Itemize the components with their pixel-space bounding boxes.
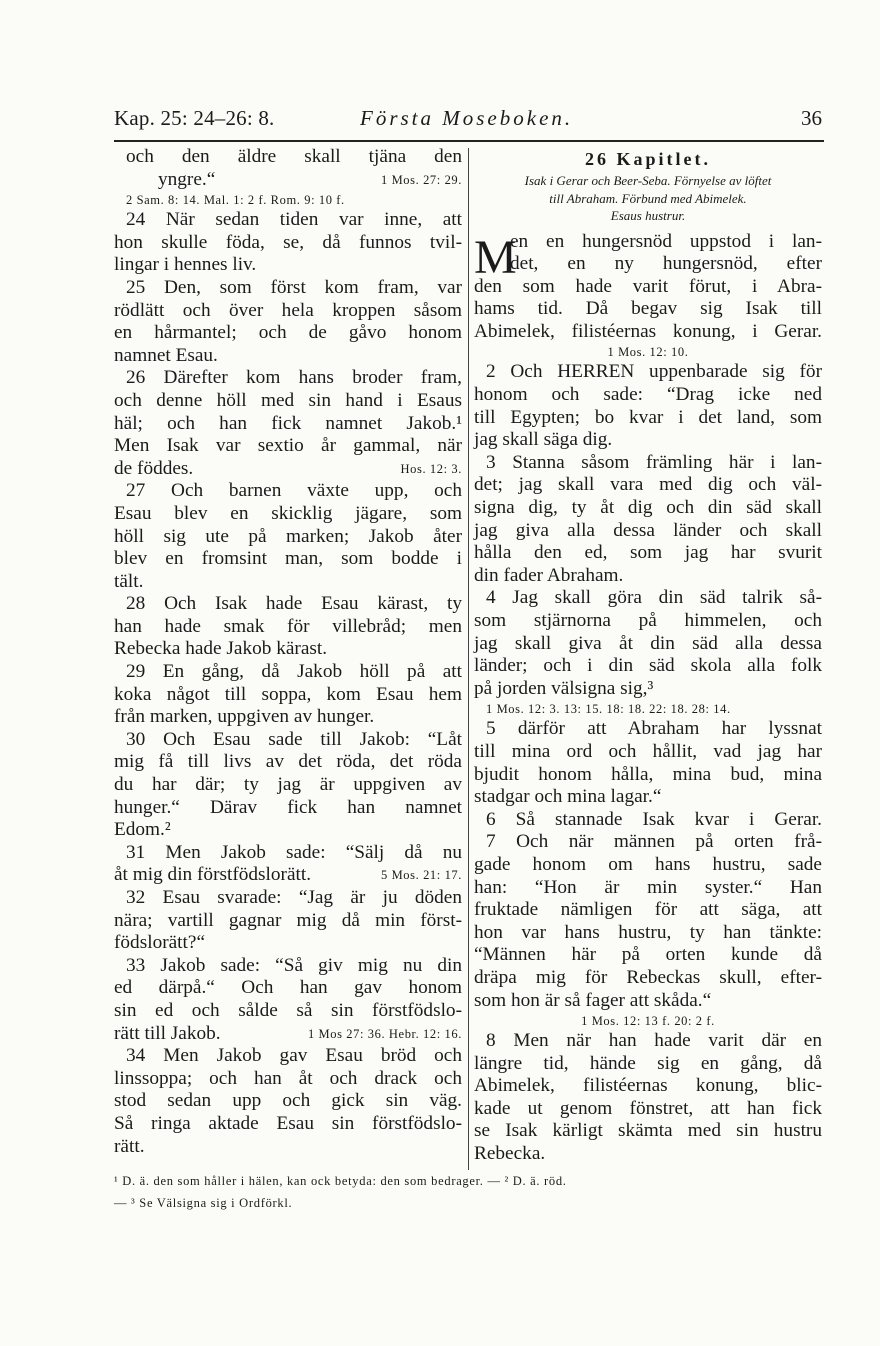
line-text: hunger.“ Därav fick han namnet xyxy=(114,796,462,818)
text-line xyxy=(474,610,822,633)
text-line xyxy=(474,899,822,922)
line-text: 27 Och barnen växte upp, och xyxy=(126,480,462,502)
line-text: rätt till Jakob. xyxy=(114,1022,221,1044)
line-text: 4 Jag skall göra din säd talrik så- xyxy=(486,587,822,609)
summary-line: Isak i Gerar och Beer-Seba. Förnyelse av löftet xyxy=(524,173,772,188)
text-line xyxy=(474,520,822,543)
line-text: “Männen här på orten kunde då xyxy=(474,944,822,966)
text-line xyxy=(114,277,462,300)
left-column xyxy=(114,146,462,1158)
text-line xyxy=(114,191,462,209)
cross-reference: 5 Mos. 21: 17. xyxy=(381,868,462,883)
text-line xyxy=(114,458,462,481)
text-line xyxy=(474,407,822,430)
text-line xyxy=(474,741,822,764)
text-line xyxy=(114,593,462,616)
cross-reference: Hos. 12: 3. xyxy=(400,461,462,476)
line-text: till mina ord och hållit, vad jag har xyxy=(474,740,822,762)
line-text: gade honom om hans hustru, sade xyxy=(474,853,822,875)
line-text: Esau blev en skicklig jägare, som xyxy=(114,502,462,524)
line-text: du har där; ty jag är uppgiven av xyxy=(114,774,462,796)
text-line xyxy=(114,209,462,232)
line-text: bjudit honom hålla, mina bud, mina xyxy=(474,763,822,785)
line-text: länder; och i din säd skola alla folk xyxy=(474,655,822,677)
text-line xyxy=(114,706,462,729)
line-text: lingar i hennes liv. xyxy=(114,254,257,276)
text-line xyxy=(114,367,462,390)
line-text: hon skulle föda, se, då funnos tvil- xyxy=(114,231,462,253)
text-line xyxy=(114,661,462,684)
text-line xyxy=(474,276,822,299)
text-line xyxy=(474,587,822,610)
text-line xyxy=(114,413,462,436)
line-text: 30 Och Esau sade till Jakob: “Låt xyxy=(126,728,462,750)
page-number: 36 xyxy=(801,106,822,130)
line-text: 29 En gång, då Jakob höll på att xyxy=(126,661,462,683)
line-text: Abimelek, filistéernas konung, i Gerar. xyxy=(474,320,822,342)
text-line xyxy=(114,503,462,526)
text-line xyxy=(474,922,822,945)
text-line xyxy=(474,1053,822,1076)
line-text: fruktade nämligen för att säga, att xyxy=(474,899,822,921)
line-text: ed därpå.“ Och han gav honom xyxy=(114,977,462,999)
line-text: 34 Men Jakob gav Esau bröd och xyxy=(126,1045,462,1067)
text-line xyxy=(474,854,822,877)
text-line xyxy=(114,1068,462,1091)
text-line xyxy=(114,480,462,503)
text-line xyxy=(474,429,822,452)
footnote: ¹ D. ä. den som håller i hälen, kan ock betyda: den som bedrager. — ² D. ä. röd. xyxy=(114,1174,567,1188)
text-line xyxy=(474,542,822,565)
right-column-body xyxy=(474,231,822,1166)
text-line xyxy=(474,1075,822,1098)
line-text: en hårmantel; och de gåvo honom xyxy=(114,322,462,344)
line-text: koka något till soppa, kom Esau hem xyxy=(114,683,462,705)
line-text: yngre.“ xyxy=(158,168,216,190)
line-text: höll sig ute på marken; Jakob åter xyxy=(114,525,462,547)
text-line xyxy=(474,809,822,832)
text-line xyxy=(114,774,462,797)
text-line xyxy=(114,842,462,865)
line-text: nära; vartill gagnar mig då min först- xyxy=(114,909,462,931)
line-text: 2 Och HERREN uppenbarade sig för xyxy=(486,361,822,383)
text-line xyxy=(114,1136,462,1159)
line-text: och denne höll med sin hand i Esaus xyxy=(114,389,462,411)
running-header xyxy=(114,104,824,138)
text-line xyxy=(474,678,822,701)
text-line xyxy=(474,298,822,321)
line-text: han hade smak för villebråd; men xyxy=(114,615,462,637)
line-text: hålla den ed, som jag har svurit xyxy=(474,542,822,564)
line-text: 1 Mos. 12: 13 f. 20: 2 f. xyxy=(581,1014,715,1029)
line-text: längre tid, hände sig en gång, då xyxy=(474,1052,822,1074)
line-text: rödlätt och över hela kroppen såsom xyxy=(114,299,462,321)
chapter-summary xyxy=(474,172,822,225)
line-text: sin ed och sålde så sin förstfödslo- xyxy=(114,999,462,1021)
text-line xyxy=(114,638,462,661)
book-title: Första Moseboken. xyxy=(360,106,574,130)
text-line xyxy=(474,231,822,254)
text-line xyxy=(474,764,822,787)
text-line xyxy=(114,1023,462,1046)
line-text: 33 Jakob sade: “Så giv mig nu din xyxy=(126,954,462,976)
line-text: på jorden välsigna sig,³ xyxy=(474,677,654,699)
line-text: 8 Men när han hade varit där en xyxy=(486,1030,822,1052)
text-line xyxy=(474,990,822,1013)
text-line xyxy=(474,1143,822,1166)
text-line xyxy=(114,1090,462,1113)
line-text: jag skall giva åt din säd alla dessa xyxy=(474,632,822,654)
text-line xyxy=(114,300,462,323)
line-text: jag giva alla dessa länder och skall xyxy=(474,519,822,541)
line-text: från marken, uppgiven av hunger. xyxy=(114,706,375,728)
line-text: 2 Sam. 8: 14. Mal. 1: 2 f. Rom. 9: 10 f. xyxy=(126,193,345,208)
line-text: till Egypten; bo kvar i det land, som xyxy=(474,406,822,428)
text-line xyxy=(474,1120,822,1143)
text-line xyxy=(114,797,462,820)
line-text: 24 När sedan tiden var inne, att xyxy=(126,209,462,231)
text-line xyxy=(474,343,822,361)
line-text: stadgar och mina lagar.“ xyxy=(474,786,662,808)
line-text: 28 Och Isak hade Esau kärast, ty xyxy=(126,593,462,615)
line-text: han: “Hon är min syster.“ Han xyxy=(474,876,822,898)
text-line xyxy=(114,345,462,368)
line-text: häl; och han fick namnet Jakob.¹ xyxy=(114,412,462,434)
line-text: 25 Den, som först kom fram, var xyxy=(126,276,462,298)
text-line xyxy=(474,718,822,741)
header-rule xyxy=(114,140,824,142)
line-text: rätt. xyxy=(114,1135,145,1157)
text-line xyxy=(474,633,822,656)
text-line xyxy=(114,232,462,255)
line-text: mig få till livs av det röda, det röda xyxy=(114,751,462,773)
line-text: åt mig din förstfödslorätt. xyxy=(114,864,312,886)
text-line xyxy=(474,786,822,809)
line-text: 32 Esau svarade: “Jag är ju döden xyxy=(126,887,462,908)
text-line xyxy=(474,700,822,718)
text-line xyxy=(114,435,462,458)
cross-reference: 1 Mos. 27: 29. xyxy=(381,172,462,187)
text-line xyxy=(114,751,462,774)
line-text: 26 Därefter kom hans broder fram, xyxy=(126,367,462,389)
text-line xyxy=(474,497,822,520)
line-text: tält. xyxy=(114,570,144,592)
text-line xyxy=(114,1000,462,1023)
text-line xyxy=(114,977,462,1000)
text-line xyxy=(474,1030,822,1053)
text-line xyxy=(474,967,822,990)
line-text: 1 Mos. 12: 3. 13: 15. 18: 18. 22: 18. 28: 14. xyxy=(486,702,731,717)
text-line xyxy=(474,361,822,384)
line-text: Abimelek, filistéernas konung, blic- xyxy=(474,1075,822,1097)
line-text: den som hade varit förut, i Abra- xyxy=(474,275,822,297)
footnotes xyxy=(114,1170,824,1214)
text-line xyxy=(114,571,462,594)
text-line xyxy=(114,1045,462,1068)
line-text: 7 Och när männen på orten frå- xyxy=(486,831,822,853)
chapter-reference: Kap. 25: 24–26: 8. xyxy=(114,106,275,130)
line-text: det, en ny hungersnöd, efter xyxy=(510,253,822,275)
text-line xyxy=(114,169,462,192)
text-line xyxy=(114,932,462,955)
line-text: dräpa mig för Rebeckas skull, efter- xyxy=(474,966,822,988)
line-text: Men Isak var sextio år gammal, när xyxy=(114,435,462,457)
line-text: stod sedan upp och gick sin väg. xyxy=(114,1090,462,1112)
line-text: de föddes. xyxy=(114,457,194,479)
line-text: som stjärnorna på himmelen, och xyxy=(474,610,822,631)
text-line xyxy=(474,452,822,475)
text-line xyxy=(474,877,822,900)
line-text: linssoppa; och han åt och drack och xyxy=(114,1067,462,1089)
line-text: honom och sade: “Drag icke ned xyxy=(474,384,822,406)
line-text: Rebecka. xyxy=(474,1143,546,1165)
text-line xyxy=(114,864,462,887)
text-line xyxy=(474,1098,822,1121)
text-line xyxy=(114,819,462,842)
text-line xyxy=(114,548,462,571)
summary-line: Esaus hustrur. xyxy=(610,208,686,223)
line-text: 3 Stanna såsom främling här i lan- xyxy=(486,451,822,473)
text-line xyxy=(114,526,462,549)
line-text: födslorätt?“ xyxy=(114,932,206,954)
line-text: och den äldre skall tjäna den xyxy=(126,146,462,167)
text-line xyxy=(114,729,462,752)
line-text: namnet Esau. xyxy=(114,344,218,366)
text-line xyxy=(114,910,462,933)
text-line xyxy=(474,321,822,344)
text-line xyxy=(474,655,822,678)
line-text: kade ut genom fönstret, att han fick xyxy=(474,1097,822,1119)
text-line xyxy=(474,384,822,407)
line-text: hon var hans hustru, ty han tänkte: xyxy=(474,921,822,943)
footnote: — ³ Se Välsigna sig i Ordförkl. xyxy=(114,1196,293,1210)
line-text: en en hungersnöd uppstod i lan- xyxy=(510,230,822,252)
line-text: Edom.² xyxy=(114,819,171,841)
text-line xyxy=(474,253,822,276)
text-line xyxy=(474,474,822,497)
line-text: det; jag skall vara med dig och väl- xyxy=(474,474,822,496)
text-line xyxy=(474,1012,822,1030)
line-text: hams tid. Då begav sig Isak till xyxy=(474,298,822,320)
chapter-heading: 26 Kapitlet. xyxy=(585,149,711,169)
text-line xyxy=(114,887,462,910)
text-line xyxy=(114,1113,462,1136)
line-text: 5 därför att Abraham har lyssnat xyxy=(486,718,822,740)
text-line xyxy=(474,944,822,967)
line-text: som hon är så fager att skåda.“ xyxy=(474,989,712,1011)
text-line xyxy=(114,146,462,169)
text-line xyxy=(114,684,462,707)
text-line xyxy=(114,955,462,978)
column-divider xyxy=(468,148,469,1170)
text-line xyxy=(474,831,822,854)
line-text: 1 Mos. 12: 10. xyxy=(607,345,689,360)
cross-reference: 1 Mos 27: 36. Hebr. 12: 16. xyxy=(307,1026,462,1041)
text-line xyxy=(114,254,462,277)
text-line xyxy=(474,565,822,588)
right-column xyxy=(474,146,822,1166)
text-line xyxy=(114,322,462,345)
drop-cap: M xyxy=(474,230,517,284)
text-line xyxy=(114,390,462,413)
summary-line: till Abraham. Förbund med Abimelek. xyxy=(549,190,747,206)
line-text: jag skall säga dig. xyxy=(474,429,613,451)
line-text: din fader Abraham. xyxy=(474,564,624,586)
line-text: se Isak kärligt skämta med sin hustru xyxy=(474,1120,822,1142)
line-text: blev en fromsint man, som bodde i xyxy=(114,548,462,570)
line-text: Så ringa aktade Esau sin förstfödslo- xyxy=(114,1112,462,1134)
text-line xyxy=(114,616,462,639)
line-text: 31 Men Jakob sade: “Sälj då nu xyxy=(126,841,462,863)
line-text: 6 Så stannade Isak kvar i Gerar. xyxy=(486,808,822,830)
line-text: signa dig, ty åt dig och din säd skall xyxy=(474,497,822,519)
line-text: Rebecka hade Jakob kärast. xyxy=(114,638,328,660)
